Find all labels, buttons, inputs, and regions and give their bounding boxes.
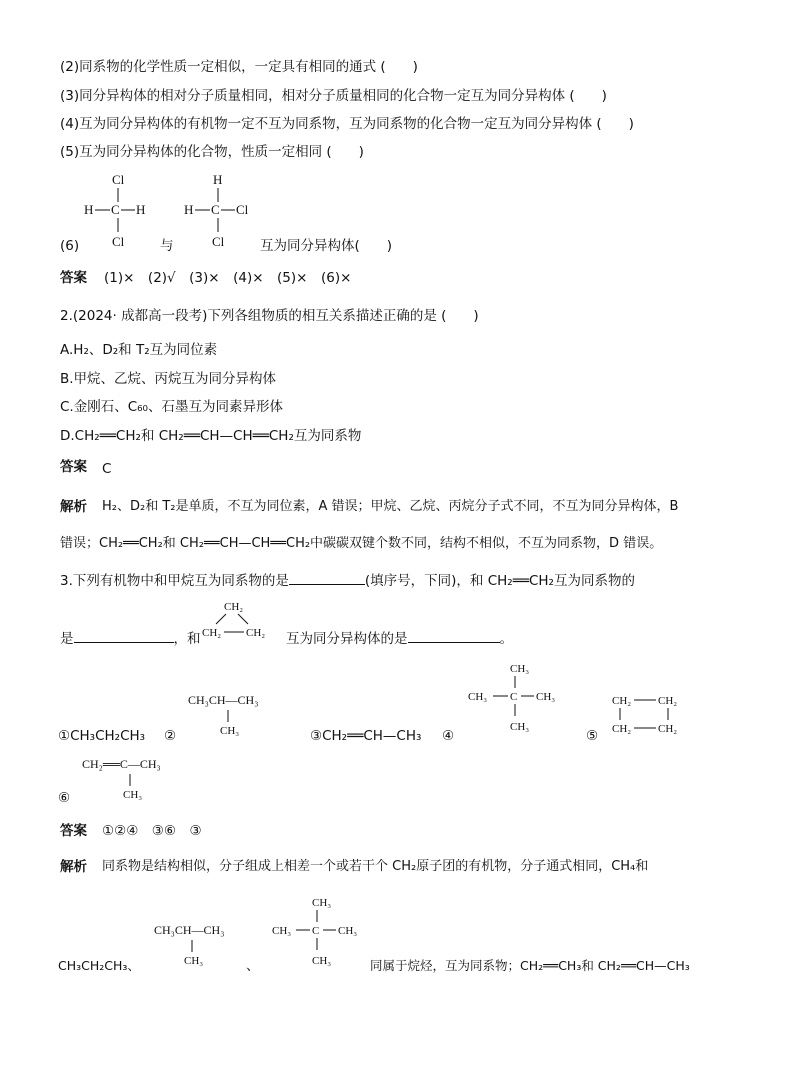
group: CH₃: [272, 925, 292, 937]
q2-answer-label: 答案: [60, 459, 87, 475]
atom: H: [184, 202, 194, 217]
q3-line-2-part-3: 互为同分异构体的是: [286, 631, 408, 647]
q2-option-c: C.金刚石、C₆₀、石墨互为同素异形体: [60, 399, 283, 415]
atom: Cl: [212, 234, 225, 249]
q3-line-2-right: [286, 628, 513, 648]
atom: H: [84, 202, 94, 217]
q3-stem-part-1: 3.下列有机物中和甲烷互为同系物的是: [60, 573, 289, 589]
q3-option-5-number: ⑤: [586, 728, 599, 744]
group: CH₃: [338, 925, 358, 937]
q1-item-6-and: 与: [160, 238, 174, 254]
q3-stem-line-1: [60, 570, 635, 590]
group: CH₃: [184, 955, 204, 967]
group: CH₃: [312, 897, 332, 909]
q2-stem: 2.(2024· 成都高一段考)下列各组物质的相互关系描述正确的是 ( ): [60, 308, 479, 324]
q3-stem-part-2: (填序号，下同)，和 CH₂══CH₂互为同系物的: [364, 573, 635, 589]
q2-option-d: D.CH₂══CH₂和 CH₂══CH—CH══CH₂互为同系物: [60, 428, 362, 444]
q2-option-a: A.H₂、D₂和 T₂互为同位素: [60, 342, 218, 358]
atom: Cl: [112, 234, 125, 249]
q2-analysis-line-2: 错误；CH₂══CH₂和 CH₂══CH—CH══CH₂中碳碳双键个数不同，结构不相似，不互为同系物，D 错误。: [60, 536, 663, 551]
group: CH₃: [220, 725, 240, 737]
q1-item-6-number: (6): [60, 238, 80, 254]
structure-b: [184, 172, 249, 249]
option-6-structure: [80, 752, 190, 802]
answer-blank-2: [74, 628, 174, 643]
analysis-isobutane-structure: [152, 918, 252, 968]
atom: C: [211, 202, 220, 217]
q3-line-2-part-1: 是: [60, 631, 74, 647]
group: CH₂: [246, 627, 266, 639]
atom: C: [111, 202, 120, 217]
q3-analysis-line-1: 同系物是结构相似，分子组成上相差一个或若干个 CH₂原子团的有机物，分子通式相同，CH₄和: [102, 859, 649, 874]
atom: H: [136, 202, 146, 217]
group: CH₃: [123, 789, 143, 801]
q3-analysis-tail: 同属于烷烃，互为同系物；CH₂══CH₃和 CH₂══CH—CH₃: [370, 958, 690, 973]
q1-item-3: (3)同分异构体的相对分子质量相同，相对分子质量相同的化合物一定互为同分异构体 ( ): [60, 88, 607, 104]
q2-answer: C: [102, 461, 112, 477]
group: CH₃: [536, 691, 556, 703]
group: CH₂: [224, 601, 244, 613]
group: CH₃: [510, 663, 530, 675]
group: CH₃CH—CH₃: [188, 693, 259, 707]
q2-analysis-label: 解析: [60, 499, 87, 515]
q3-analysis-separator: 、: [246, 958, 260, 974]
q1-item-5: (5)互为同分异构体的化合物，性质一定相同 ( ): [60, 144, 364, 160]
q3-option-3: ③CH₂══CH—CH₃: [310, 728, 422, 744]
option-4-structure: [466, 658, 576, 742]
cyclopropane-structure: [200, 596, 280, 642]
group: CH₂: [658, 723, 678, 735]
q3-analysis-propane: CH₃CH₂CH₃、: [58, 958, 140, 973]
q3-option-1: ①CH₃CH₂CH₃: [58, 728, 146, 744]
answer-blank-1: [289, 570, 365, 585]
q3-line-2-left: [60, 628, 201, 648]
group: CH₂: [612, 723, 632, 735]
q3-option-6-number: ⑥: [58, 790, 71, 806]
group: CH₃: [510, 721, 530, 733]
q3-analysis-label: 解析: [60, 859, 87, 875]
atom: Cl: [112, 172, 125, 187]
q1-answer: (1)× (2)√ (3)× (4)× (5)× (6)×: [104, 270, 352, 286]
q2-analysis-line-1: H₂、D₂和 T₂是单质，不互为同位素，A 错误；甲烷、乙烷、丙烷分子式不同，不互为同分异构体，B: [102, 499, 679, 514]
group: CH₃: [312, 955, 332, 967]
q1-item-6-tail: 互为同分异构体( ): [260, 238, 393, 254]
atom: H: [213, 172, 223, 187]
q1-item-2: (2)同系物的化学性质一定相似，一定具有相同的通式 ( ): [60, 59, 418, 75]
q1-item-4: (4)互为同分异构体的有机物一定不互为同系物，互为同系物的化合物一定互为同分异构体 ( ): [60, 116, 634, 132]
option-2-structure: [186, 688, 296, 738]
group: C: [510, 691, 518, 703]
q3-line-2-end: 。: [499, 631, 513, 647]
group: CH₂══C—CH₃: [82, 757, 161, 771]
q3-option-4-number: ④: [442, 728, 455, 744]
q3-option-2-number: ②: [164, 728, 177, 744]
atom: Cl: [236, 202, 249, 217]
q3-answer-label: 答案: [60, 823, 87, 839]
structure-a: [84, 172, 145, 249]
analysis-neopentane-structure: [270, 892, 370, 976]
group: CH₂: [202, 627, 222, 639]
group: CH₂: [658, 695, 678, 707]
q2-option-b: B.甲烷、乙烷、丙烷互为同分异构体: [60, 371, 277, 387]
q3-line-2-part-2: ，和: [173, 631, 201, 647]
q1-answer-label: 答案: [60, 270, 87, 286]
group: CH₃: [468, 691, 488, 703]
option-5-structure: [610, 690, 690, 738]
group: CH₃CH—CH₃: [154, 923, 225, 937]
answer-blank-3: [408, 628, 500, 643]
group: CH₂: [612, 695, 632, 707]
group: C: [312, 925, 320, 937]
q3-answer: ①②④ ③⑥ ③: [102, 823, 202, 839]
